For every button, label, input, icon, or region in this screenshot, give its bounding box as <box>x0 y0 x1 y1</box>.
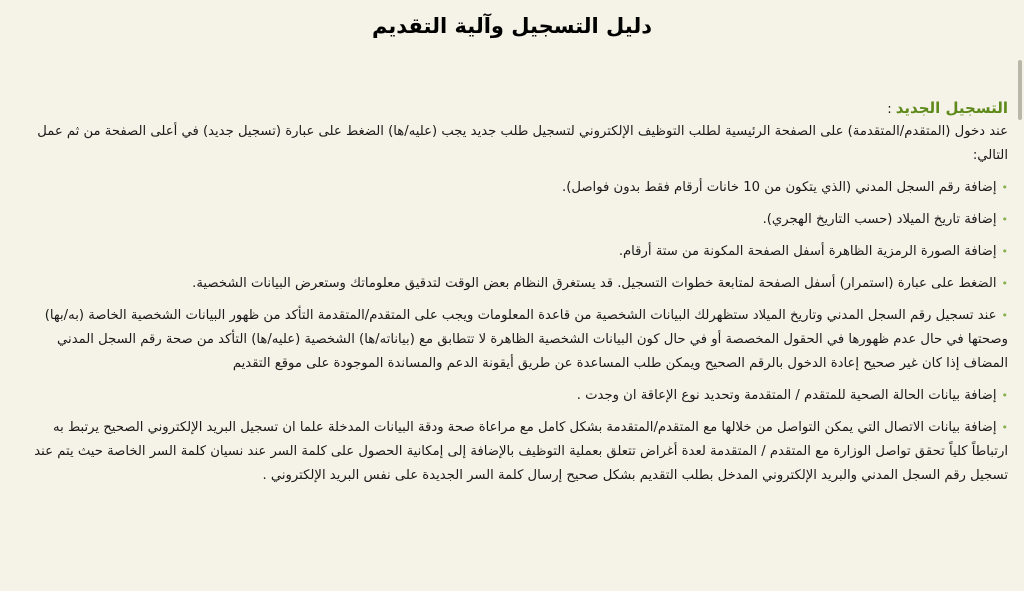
list-item-text: عند تسجيل رقم السجل المدني وتاريخ الميلاد ستظهرلك البيانات الشخصية من قاعدة المعلومات ويجب على المتقدم/المتقدمة التأكد من ظهور البيانات الشخصية الخاصة (به/بها) وصحتها في حال عدم ظهورها في الحقول المخصصة أو في حال كون البيانات الشخصية الظاهرة لا تتطابق مع (بياناته/ها) الشخصية (عليه/ها) التأكد من صحة رقم السجل المدني المضاف إذا كان غير صحيح إعادة الدخول بالرقم الصحيح ويمكن طلب المساعدة عن طريق أيقونة الدعم والمساندة الموجودة على موقع التقديم <box>44 308 1008 371</box>
list-item <box>18 384 1008 408</box>
list-item <box>18 240 1008 264</box>
bullet-icon: • <box>1001 213 1008 226</box>
page-title: دليل التسجيل وآلية التقديم <box>371 14 653 38</box>
bullet-icon: • <box>1001 389 1008 402</box>
document-body <box>18 96 1008 488</box>
list-item-text: الضغط على عبارة (استمرار) أسفل الصفحة لمتابعة خطوات التسجيل. قد يستغرق النظام بعض الوقت لتدقيق معلوماتك وستعرض البيانات الشخصية. <box>192 276 997 291</box>
list-item <box>18 272 1008 296</box>
list-item <box>18 176 1008 200</box>
intro-paragraph: عند دخول (المتقدم/المتقدمة) على الصفحة الرئيسية لطلب التوظيف الإلكتروني لتسجيل طلب جديد يجب (عليه/ها) الضغط على عبارة (تسجيل جديد) في أعلى الصفحة من ثم عمل التالي: <box>37 124 1008 163</box>
list-item-text: إضافة رقم السجل المدني (الذي يتكون من 10 خانات أرقام فقط بدون فواصل). <box>562 180 997 195</box>
bullet-icon: • <box>1001 277 1008 290</box>
section-heading-row <box>18 96 1008 120</box>
scrollbar-thumb[interactable] <box>1018 60 1022 120</box>
list-item <box>18 416 1008 488</box>
section-colon: : <box>887 102 892 117</box>
steps-list <box>18 176 1008 488</box>
list-item-text: إضافة تاريخ الميلاد (حسب التاريخ الهجري). <box>762 212 997 227</box>
list-item-text: إضافة الصورة الرمزية الظاهرة أسفل الصفحة المكونة من ستة أرقام. <box>618 244 997 259</box>
bullet-icon: • <box>1001 245 1008 258</box>
bullet-icon: • <box>1001 309 1008 322</box>
list-item-text: إضافة بيانات الاتصال التي يمكن التواصل من خلالها مع المتقدم/المتقدمة بشكل كامل مع مراعاة صحة ودقة البيانات المدخلة علما ان تسجيل البريد الإلكتروني الصحيح يرتبط به ارتباطاً كلياً تحقق تواصل الوزارة مع المتقدم / المتقدمة لعدة أغراض تتعلق بعملية التوظيف بالإضافة إلى إمكانية الحصول على كلمة السر عند نسيان كلمة السر الخاصة حيث يتم عند تسجيل رقم السجل المدني والبريد الإلكتروني المدخل بطلب التقديم بشكل صحيح إرسال كلمة السر الجديدة على نفس البريد الإلكتروني . <box>34 420 1008 483</box>
bullet-icon: • <box>1001 181 1008 194</box>
section-heading: التسجيل الجديد <box>895 99 1008 117</box>
list-item-text: إضافة بيانات الحالة الصحية للمتقدم / المتقدمة وتحديد نوع الإعاقة ان وجدت . <box>576 388 997 403</box>
list-item <box>18 208 1008 232</box>
bullet-icon: • <box>1001 421 1008 434</box>
list-item <box>18 304 1008 376</box>
